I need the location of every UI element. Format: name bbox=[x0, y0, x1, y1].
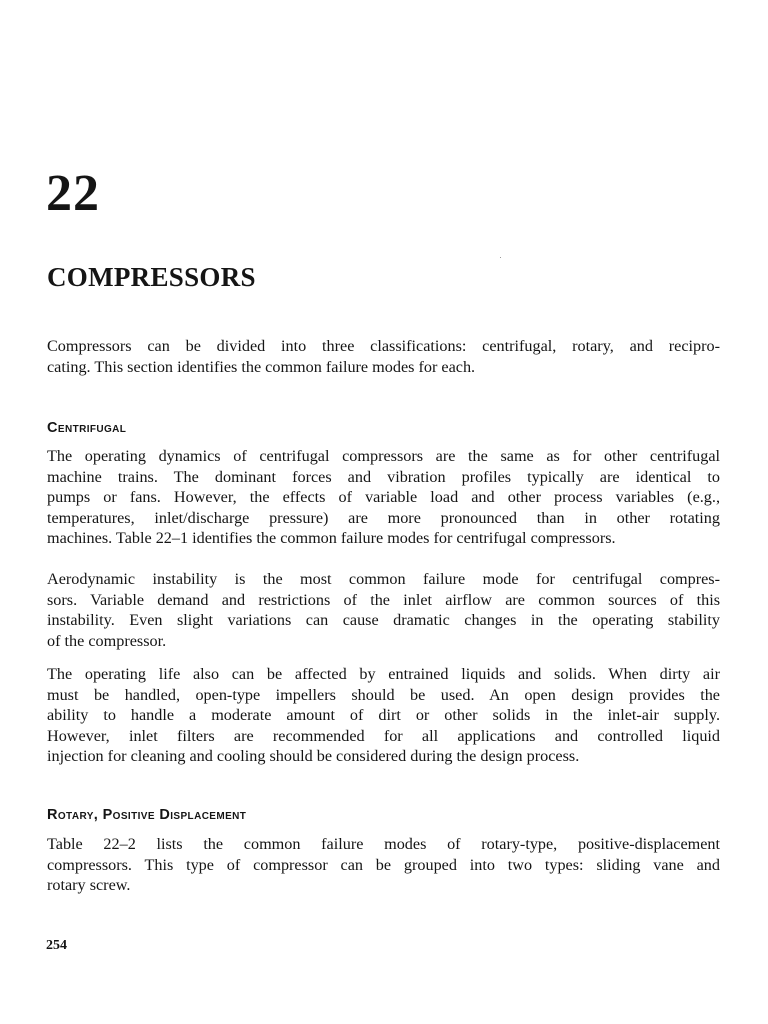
chapter-number: 22 bbox=[46, 165, 100, 222]
paragraph-line: pumps or fans. However, the effects of variable load and other process variables (e.g., bbox=[47, 488, 720, 506]
page-number: 254 bbox=[46, 938, 67, 953]
paragraph-line: must be handled, open-type impellers should be used. An open design provides the bbox=[47, 685, 720, 704]
paragraph-line: The operating life also can be affected by entrained liquids and solids. When dirty air bbox=[47, 665, 720, 683]
centrifugal-paragraph-1 bbox=[47, 446, 720, 549]
paragraph-line: The operating dynamics of centrifugal compressors are the same as for other centrifugal bbox=[47, 447, 720, 465]
paragraph-line: injection for cleaning and cooling should be considered during the design process. bbox=[47, 747, 580, 765]
rotary-paragraph-1 bbox=[47, 834, 720, 896]
chapter-title: COMPRESSORS bbox=[47, 262, 256, 292]
intro-paragraph bbox=[47, 336, 720, 377]
paragraph-line: temperatures, inlet/discharge pressure) are more pronounced than in other rotating bbox=[47, 508, 720, 527]
paragraph-line: sors. Variable demand and restrictions of the inlet airflow are common sources of this bbox=[47, 590, 720, 609]
paragraph-line: rotary screw. bbox=[47, 876, 131, 894]
centrifugal-paragraph-2 bbox=[47, 569, 720, 651]
paragraph-line: compressors. This type of compressor can be grouped into two types: sliding vane and bbox=[47, 855, 720, 874]
paragraph-line: Table 22–2 lists the common failure modes of rotary-type, positive-displacement bbox=[47, 835, 720, 853]
centrifugal-paragraph-3 bbox=[47, 664, 720, 767]
paragraph-line: Aerodynamic instability is the most common failure mode for centrifugal compres- bbox=[47, 570, 720, 588]
paragraph-line: ability to handle a moderate amount of dirt or other solids in the inlet-air supply. bbox=[47, 706, 720, 724]
paragraph-line: of the compressor. bbox=[47, 631, 167, 650]
intro-line: Compressors can be divided into three classifications: centrifugal, rotary, and recipro- bbox=[47, 337, 720, 355]
intro-line: cating. This section identifies the common failure modes for each. bbox=[47, 357, 476, 376]
paragraph-line: machine trains. The dominant forces and vibration profiles typically are identical to bbox=[47, 467, 720, 486]
section-heading-rotary: Rotary, Positive Displacement bbox=[47, 807, 247, 823]
paragraph-line: However, inlet filters are recommended for all applications and controlled liquid bbox=[47, 726, 720, 745]
section-heading-centrifugal: Centrifugal bbox=[47, 420, 127, 436]
paragraph-line: machines. Table 22–1 identifies the common failure modes for centrifugal compressors. bbox=[47, 529, 616, 547]
paragraph-line: instability. Even slight variations can cause dramatic changes in the operating stability bbox=[47, 611, 720, 629]
scan-speck bbox=[500, 257, 501, 258]
